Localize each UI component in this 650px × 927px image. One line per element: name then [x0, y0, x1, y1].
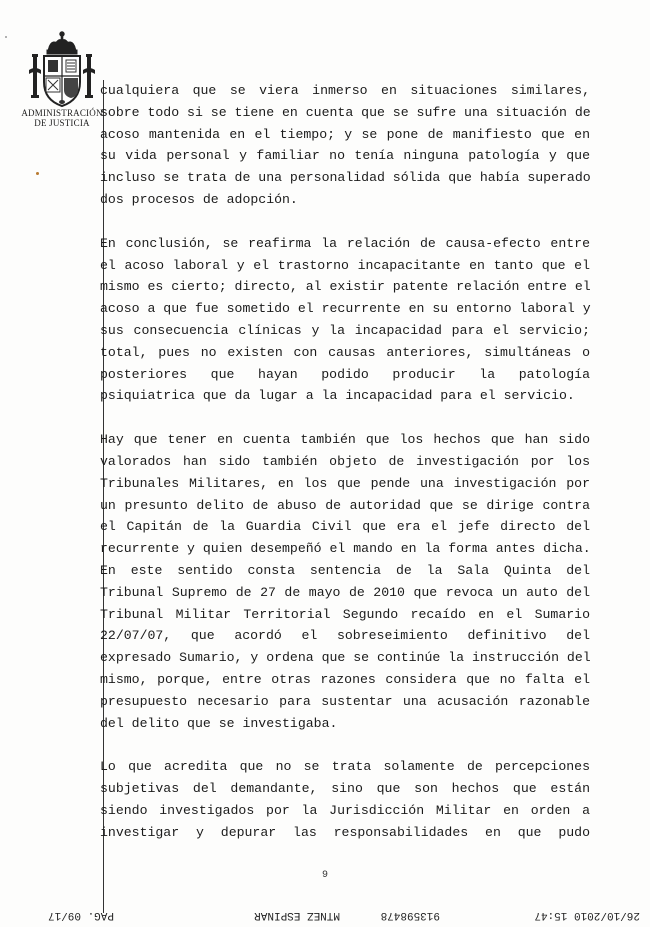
paragraph-1	[100, 80, 590, 211]
text-line: acoso a que fue sometido el recurrente en su entorno laboral y	[100, 301, 591, 317]
text-line: sus consecuencia clínicas y la incapacidad para el servicio;	[100, 322, 590, 338]
text-line: En este sentido consta sentencia de la Sala Quinta del	[100, 562, 590, 578]
document-body	[100, 80, 590, 844]
fax-transmission-header	[0, 905, 650, 921]
text-line: del delito que se investigaba.	[100, 715, 338, 731]
text-line: siendo investigados por la Jurisdicción Militar en orden a	[100, 802, 590, 818]
fax-page-count: PAG. 09/17	[47, 909, 114, 921]
text-line: posteriores que hayan podido producir la patología	[100, 366, 590, 382]
text-line: psiquiatrica que da lugar a la incapacidad para el servicio.	[100, 388, 575, 404]
page-number: 9	[321, 870, 328, 881]
paragraph-4	[100, 756, 590, 843]
text-line: Tribunales Militares, en los que pende una investigación por	[100, 475, 590, 491]
text-line: recurrente y quien desempeñó el mando en la forma antes dicha.	[100, 541, 591, 557]
text-line: mismo, porque, entre otras razones considera que no falta el	[100, 671, 590, 687]
institution-label	[16, 108, 108, 128]
text-line: el Capitán de la Guardia Civil que era el jefe directo del	[100, 519, 590, 535]
text-line: expresado Sumario, y ordena que se continúe la instrucción del	[100, 650, 591, 666]
text-line: sobre todo si se tiene en cuenta que se sufre una situación de	[100, 104, 591, 120]
text-line: Tribunal Militar Territorial Segundo recaído en el Sumario	[100, 606, 590, 622]
text-line: el acoso laboral y el trastorno incapacitante en tanto que el	[100, 257, 590, 273]
fax-phone: 913598478	[380, 909, 440, 921]
fax-sender: MTNEZ ESPINAR	[254, 909, 340, 921]
text-line: 22/07/07, que acordó el sobreseimiento definitivo del	[100, 628, 590, 644]
text-line: su vida personal y familiar no tenía ninguna patología y que	[100, 148, 590, 164]
text-line: En conclusión, se reafirma la relación de causa-efecto entre	[100, 235, 590, 251]
text-line: total, pues no existen con causas anteriores, simultáneas o	[100, 344, 590, 360]
paragraph-3	[100, 429, 590, 734]
text-line: incluso se trata de una personalidad sólida que había superado	[100, 170, 591, 186]
text-line: acoso mantenida en el tiempo; y se pone de manifiesto que en	[100, 126, 590, 142]
text-line: valorados han sido también objeto de investigación por los	[100, 453, 590, 469]
text-line: mismo es cierto; directo, al existir patente relación entre el	[100, 279, 591, 295]
text-line: dos procesos de adopción.	[100, 191, 298, 207]
text-line: investigar y depurar las responsabilidades en que pudo	[100, 824, 590, 840]
fax-datetime: 26/10/2010 15:47	[534, 909, 640, 921]
institution-label-line1: ADMINISTRACIÓN	[21, 108, 103, 118]
text-line: Tribunal Supremo de 27 de mayo de 2010 que revoca un auto del	[100, 584, 590, 600]
paper-speck	[5, 36, 7, 38]
text-line: un presunto delito de abuso de autoridad que se dirige contra	[100, 497, 590, 513]
text-line: Lo que acredita que no se trata solamente de percepciones	[100, 759, 590, 775]
coat-of-arms-logo	[26, 30, 98, 112]
text-line: Hay que tener en cuenta también que los hechos que han sido	[100, 432, 590, 448]
paragraph-2	[100, 233, 590, 407]
paper-speck	[36, 172, 39, 175]
text-line: subjetivas del demandante, sino que son hechos que están	[100, 781, 590, 797]
institution-label-line2: DE JUSTICIA	[34, 118, 90, 128]
text-line: presupuesto necesario para sustentar una acusación razonable	[100, 693, 590, 709]
text-line: cualquiera que se viera inmerso en situaciones similares,	[100, 83, 590, 98]
